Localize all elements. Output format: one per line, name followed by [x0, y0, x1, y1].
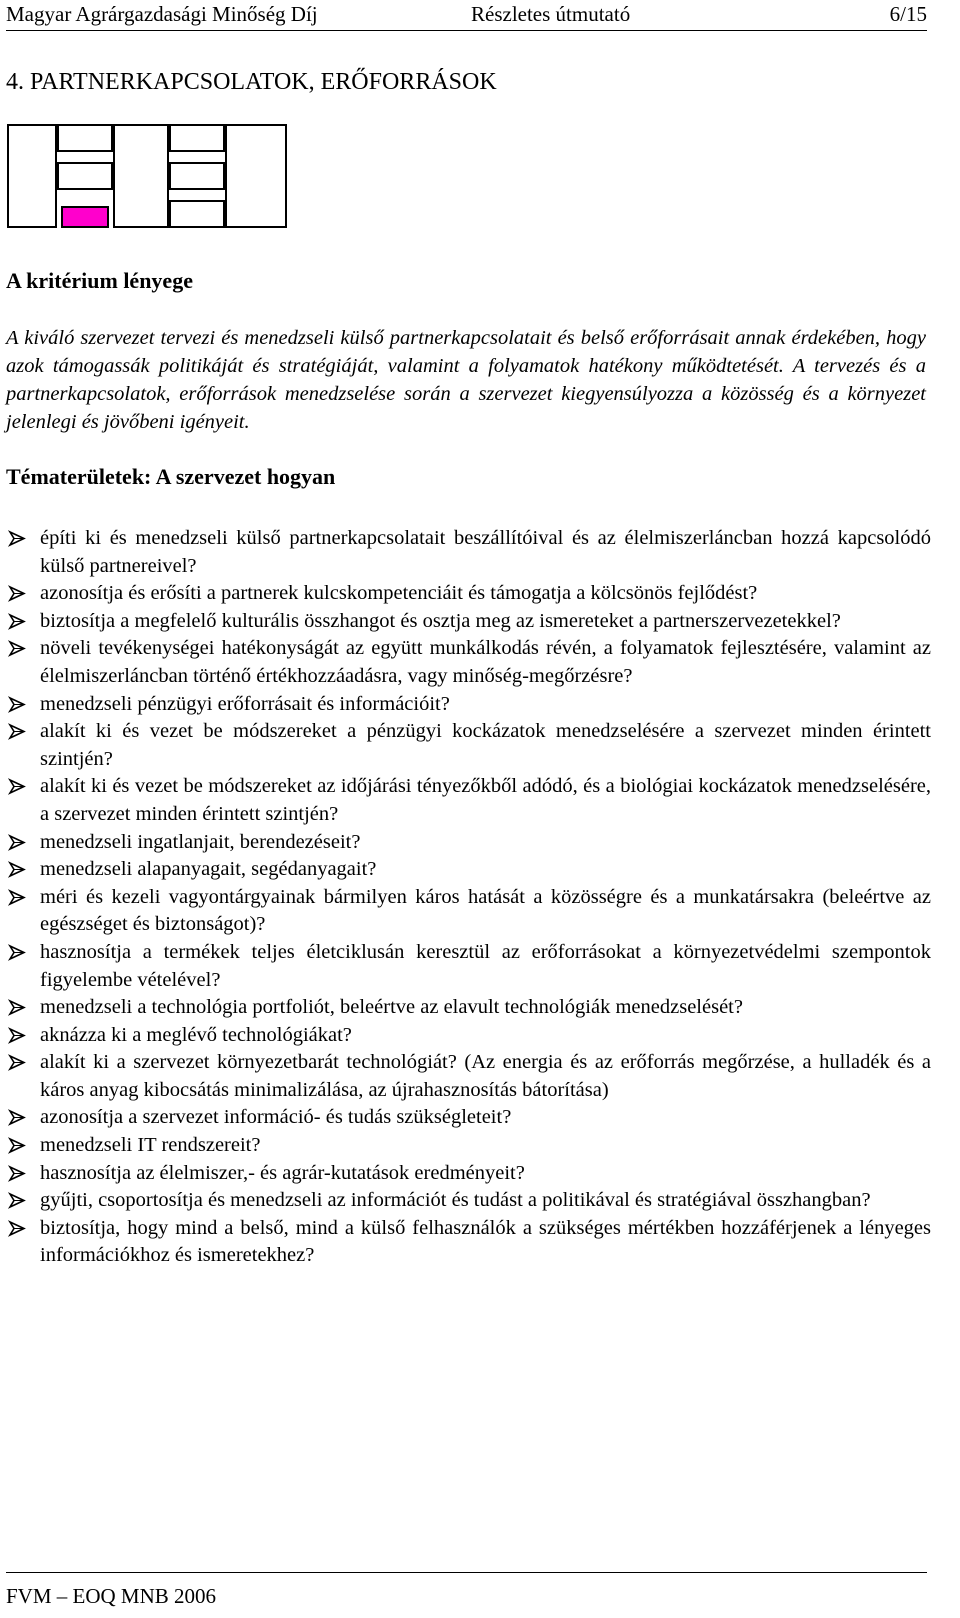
topic-text: menedzseli pénzügyi erőforrásait és információit? [40, 692, 450, 715]
topic-item [0, 718, 931, 773]
page-header [6, 0, 927, 31]
header-award-title: Magyar Agrárgazdasági Minőség Díj [6, 2, 318, 26]
arrow-bullet-icon [6, 718, 28, 745]
model-box-partnerships-resources [61, 206, 109, 228]
model-box-people [57, 124, 113, 152]
arrow-bullet-icon [6, 1104, 28, 1131]
model-box-processes [113, 124, 169, 228]
arrow-bullet-icon [6, 939, 28, 966]
topic-item [0, 1049, 931, 1104]
topic-item [0, 1022, 931, 1050]
topics-heading: Tématerületek: A szervezet hogyan [6, 464, 336, 489]
topic-item [0, 608, 931, 636]
topic-item [0, 856, 931, 884]
arrow-bullet-icon [6, 580, 28, 607]
topic-item [0, 884, 931, 939]
arrow-bullet-icon [6, 1132, 28, 1159]
criterion-description: A kiváló szervezet tervezi és menedzseli külső partnerkapcsolatait és belső erőforrásait annak érdekében, hogy azok támogassák politikáját és stratégiáját, valamint a folyamatok hatékony működtetését. A tervezés és a partnerkapcsolatok, erőforrások menedzselése során a szervezet kiegyensúlyozza a közösség és a környezet jelenlegi és jövőbeni igényeit. [6, 327, 926, 433]
arrow-bullet-icon [6, 1022, 28, 1049]
footer-text: FVM – EOQ MNB 2006 [6, 1584, 217, 1608]
header-guide-title: Részletes útmutató [471, 2, 631, 26]
excellence-model-diagram [7, 124, 287, 228]
arrow-bullet-icon [6, 1215, 28, 1242]
topic-text: azonosítja a szervezet információ- és tudás szükségleteit? [40, 1106, 512, 1129]
topic-text: alakít ki és vezet be módszereket az időjárási tényezőkből adódó, és a biológiai kockázatok menedzselésére, a szervezet minden érintett szintjén? [40, 775, 931, 825]
topics-list [0, 525, 931, 1270]
topic-text: építi ki és menedzseli külső partnerkapcsolatait beszállítóival és az élelmiszerláncban hozzá kapcsolódó külső partnereivel? [40, 527, 931, 577]
arrow-bullet-icon [6, 1160, 28, 1187]
topic-item [0, 1104, 931, 1132]
section-title: 4. PARTNERKAPCSOLATOK, ERŐFORRÁSOK [6, 69, 497, 95]
topic-text: hasznosítja az élelmiszer,- és agrár-kutatások eredményeit? [40, 1161, 525, 1184]
topic-item [0, 829, 931, 857]
page-footer [6, 1572, 927, 1618]
arrow-bullet-icon [6, 1187, 28, 1214]
topic-item [0, 1215, 931, 1270]
topic-item [0, 994, 931, 1022]
topic-text: aknázza ki a meglévő technológiákat? [40, 1023, 352, 1046]
topic-text: menedzseli ingatlanjait, berendezéseit? [40, 830, 361, 853]
topic-text: menedzseli a technológia portfoliót, beleértve az elavult technológiák menedzselését? [40, 996, 743, 1019]
topic-text: azonosítja és erősíti a partnerek kulcskompetenciáit és támogatja a kölcsönös fejlődést? [40, 582, 758, 605]
model-box-key-results [225, 124, 287, 228]
topic-text: hasznosítja a termékek teljes életciklusán keresztül az erőforrásokat a környezetvédelmi szempontok figyelembe vételével? [40, 940, 931, 991]
arrow-bullet-icon [6, 525, 28, 552]
model-box-society-results [169, 200, 225, 228]
arrow-bullet-icon [6, 608, 28, 635]
header-page-number: 6/15 [889, 2, 927, 26]
topic-item [0, 939, 931, 994]
model-box-leadership [7, 124, 57, 228]
topic-text: alakít ki a szervezet környezetbarát technológiát? (Az energia és az erőforrás megőrzése, a hulladék és a káros anyag kibocsátás minimalizálása, az újrahasznosítás bátorítása) [40, 1051, 931, 1101]
arrow-bullet-icon [6, 635, 28, 662]
topic-text: biztosítja a megfelelő kulturális összhangot és osztja meg az ismereteket a partnerszervezetekkel? [40, 609, 841, 632]
model-box-customer-results [169, 162, 225, 190]
topic-item [0, 580, 931, 608]
arrow-bullet-icon [6, 691, 28, 718]
topic-text: biztosítja, hogy mind a belső, mind a külső felhasználók a szükséges mértékben hozzáférjenek a lényeges információkhoz és ismeretekhez? [40, 1216, 931, 1267]
arrow-bullet-icon [6, 856, 28, 883]
topic-item [0, 635, 931, 690]
topic-text: növeli tevékenységei hatékonyságát az együtt munkálkodás révén, a folyamatok fejlesztésére, valamint az élelmiszerláncban történő értékhozzáadásra, vagy minőség-megőrzésre? [40, 637, 931, 687]
topic-text: gyűjti, csoportosítja és menedzseli az információt és tudást a politikával és stratégiával összhangban? [40, 1189, 871, 1212]
arrow-bullet-icon [6, 829, 28, 856]
topic-item [0, 1160, 931, 1188]
topic-text: menedzseli IT rendszereit? [40, 1134, 261, 1157]
topic-item [0, 1132, 931, 1160]
arrow-bullet-icon [6, 1049, 28, 1076]
topic-text: méri és kezeli vagyontárgyainak bármilyen káros hatását a közösségre és a munkatársakra (beleértve az egészséget és biztonságot)? [40, 885, 931, 936]
topic-text: alakít ki és vezet be módszereket a pénzügyi kockázatok menedzselésére a szervezet minden érintett szintjén? [40, 720, 931, 770]
model-box-policy-strategy [57, 162, 113, 190]
topic-item [0, 525, 931, 580]
topic-text: menedzseli alapanyagait, segédanyagait? [40, 858, 377, 881]
model-box-people-results [169, 124, 225, 152]
topic-item [0, 691, 931, 719]
arrow-bullet-icon [6, 884, 28, 911]
topic-item [0, 1187, 931, 1215]
criterion-heading: A kritérium lényege [6, 268, 193, 293]
topic-item [0, 773, 931, 828]
arrow-bullet-icon [6, 773, 28, 800]
arrow-bullet-icon [6, 994, 28, 1021]
